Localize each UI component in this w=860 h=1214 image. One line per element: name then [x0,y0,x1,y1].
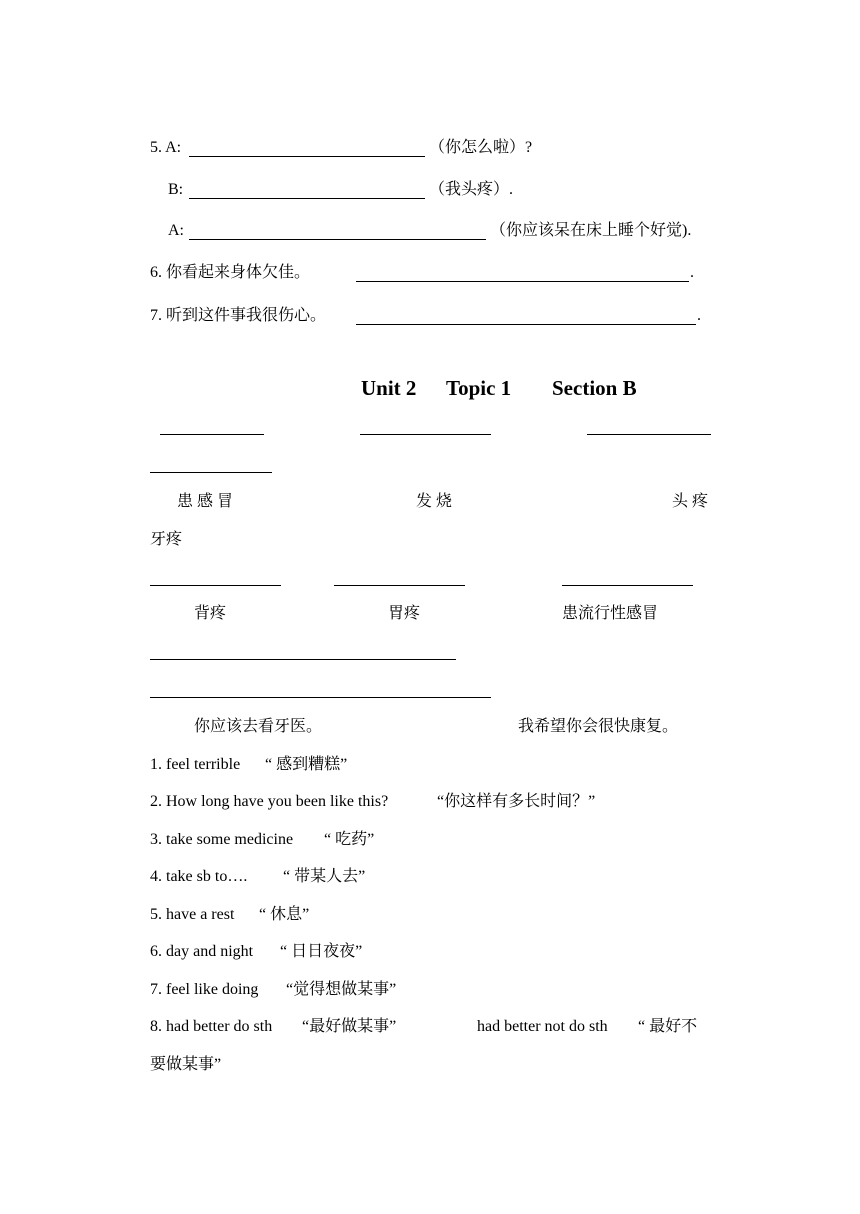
q5-a1-prefix: 5. A: [150,139,182,156]
vocab-label-catch-cold: 患 感 冒 [177,493,234,510]
title-topic: Topic 1 [446,376,512,400]
q5-b-hint: （我头疼）. [429,181,514,198]
vocab-label-headache: 头 疼 [672,493,709,510]
q7-end: . [697,307,701,324]
title-section: Section B [552,376,637,400]
q6-end: . [690,264,694,281]
vocab-label-backache: 背疼 [194,605,227,622]
answer-blank-q5-a2 [189,239,486,240]
vocab-blank-catch-cold [160,434,264,435]
answer-blank-q5-a1 [189,156,425,157]
phrase-zh: “ 休息” [259,906,310,923]
sentence-label-get-well: 我希望你会很快康复。 [518,718,679,735]
phrase-zh-continuation: 要做某事” [150,1056,222,1073]
phrase-en-alt: had better not do sth [477,1018,608,1035]
q7-text: 7. 听到这件事我很伤心。 [150,307,327,324]
vocab-label-flu: 患流行性感冒 [562,605,659,622]
vocab-blank-backache [150,585,281,586]
phrase-zh: “最好做某事” [302,1018,397,1035]
phrase-en: 6. day and night [150,943,254,960]
vocab-blank-flu [562,585,693,586]
answer-blank-q6 [356,281,689,282]
q6-text: 6. 你看起来身体欠佳。 [150,264,311,281]
phrase-zh: “ 带某人去” [283,868,366,885]
phrase-zh: “你这样有多长时间？” [437,793,596,810]
q5-a2-hint: （你应该呆在床上睡个好觉). [490,222,692,239]
vocab-blank-stomachache [334,585,465,586]
sentence-blank-get-well [150,697,491,698]
vocab-blank-toothache [150,472,272,473]
phrase-en: 4. take sb to…. [150,868,248,885]
phrase-zh: “觉得想做某事” [286,981,397,998]
answer-blank-q5-b [189,198,425,199]
phrase-zh: “ 吃药” [324,831,375,848]
phrase-zh-alt: “ 最好不 [638,1018,698,1035]
vocab-blank-fever [360,434,491,435]
vocab-blank-headache [587,434,711,435]
phrase-zh: “ 感到糟糕” [265,756,348,773]
vocab-label-fever: 发 烧 [416,493,453,510]
phrase-en: 5. have a rest [150,906,235,923]
q5-a2-prefix: A: [168,222,184,239]
phrase-en: 2. How long have you been like this? [150,793,389,810]
title-unit: Unit 2 [361,376,417,400]
q5-b-prefix: B: [168,181,184,198]
answer-blank-q7 [356,324,696,325]
sentence-label-see-dentist: 你应该去看牙医。 [194,718,323,735]
phrase-zh: “ 日日夜夜” [280,943,363,960]
phrase-en: 8. had better do sth [150,1018,273,1035]
phrase-en: 7. feel like doing [150,981,259,998]
phrase-en: 3. take some medicine [150,831,294,848]
q5-a1-hint: （你怎么啦）? [429,139,533,156]
phrase-en: 1. feel terrible [150,756,241,773]
vocab-label-stomachache: 胃疼 [388,605,421,622]
vocab-label-toothache: 牙疼 [150,531,183,548]
sentence-blank-see-dentist [150,659,456,660]
